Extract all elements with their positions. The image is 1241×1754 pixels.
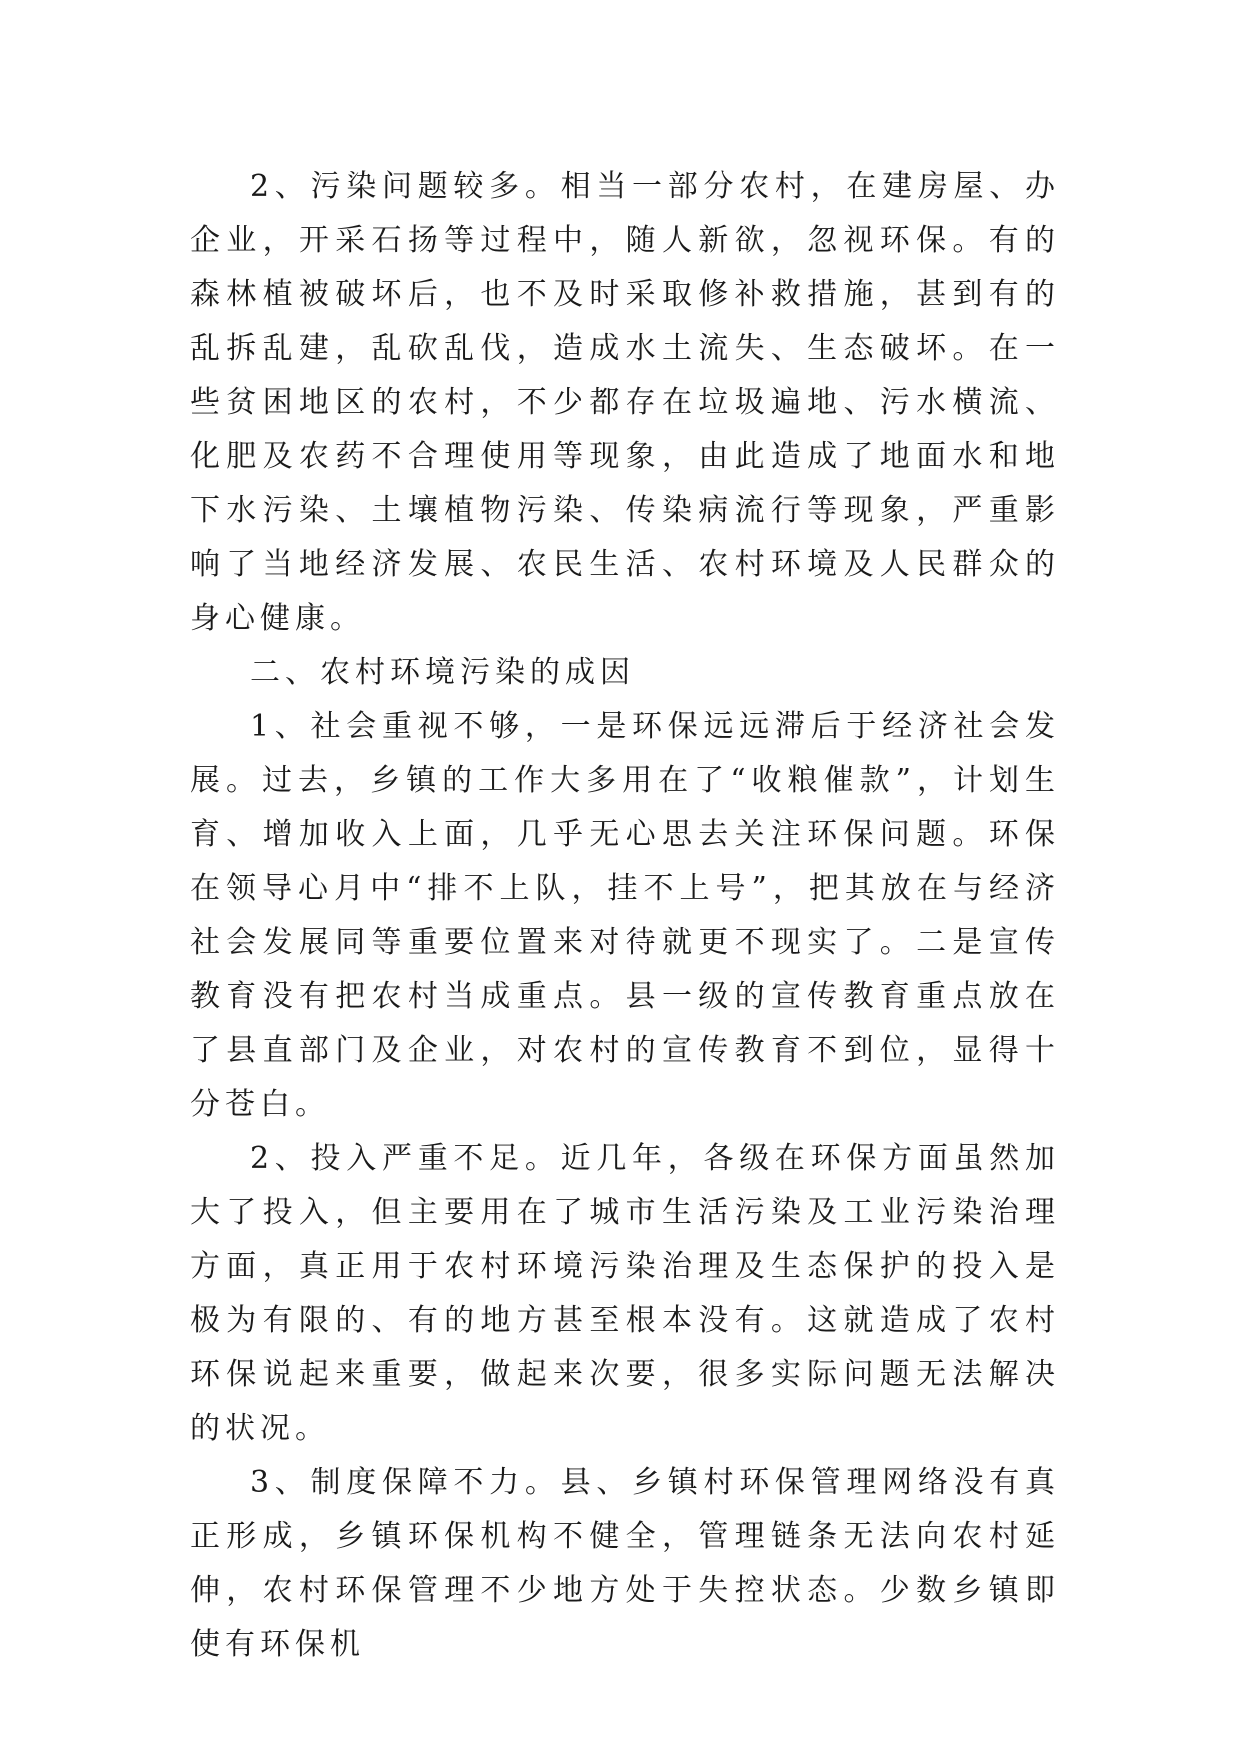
- paragraph-insufficient-investment: 2、投入严重不足。近几年，各级在环保方面虽然加大了投入，但主要用在了城市生活污染及工业污染治理方面，真正用于农村环境污染治理及生态保护的投入是极为有限的、有的地方甚至根本没有。这就造成了农村环保说起来重要，做起来次要，很多实际问题无法解决的状况。: [190, 1141, 1060, 1446]
- paragraph-social-attention: 1、社会重视不够，一是环保远远滞后于经济社会发展。过去，乡镇的工作大多用在了“收粮催款”，计划生育、增加收入上面，几乎无心思去关注环保问题。环保在领导心月中“排不上队，挂不上号”，把其放在与经济社会发展同等重要位置来对待就更不现实了。二是宣传教育没有把农村当成重点。县一级的宣传教育重点放在了县直部门及企业，对农村的宣传教育不到位，显得十分苍白。: [190, 709, 1060, 1122]
- paragraph-institutional-guarantee: 3、制度保障不力。县、乡镇村环保管理网络没有真正形成，乡镇环保机构不健全，管理链条无法向农村延伸，农村环保管理不少地方处于失控状态。少数乡镇即使有环保机: [190, 1465, 1060, 1662]
- paragraph-pollution-problems: 2、污染问题较多。相当一部分农村，在建房屋、办企业，开采石扬等过程中，随人新欲，忽视环保。有的森林植被破坏后，也不及时采取修补救措施，甚到有的乱拆乱建，乱砍乱伐，造成水土流失、生态破坏。在一些贫困地区的农村，不少都存在垃圾遍地、污水横流、化肥及农药不合理使用等现象，由此造成了地面水和地下水污染、土壤植物污染、传染病流行等现象，严重影响了当地经济发展、农民生活、农村环境及人民群众的身心健康。: [190, 169, 1060, 636]
- section-heading-causes: 二、农村环境污染的成因: [250, 655, 635, 690]
- document-body: [190, 160, 1060, 1672]
